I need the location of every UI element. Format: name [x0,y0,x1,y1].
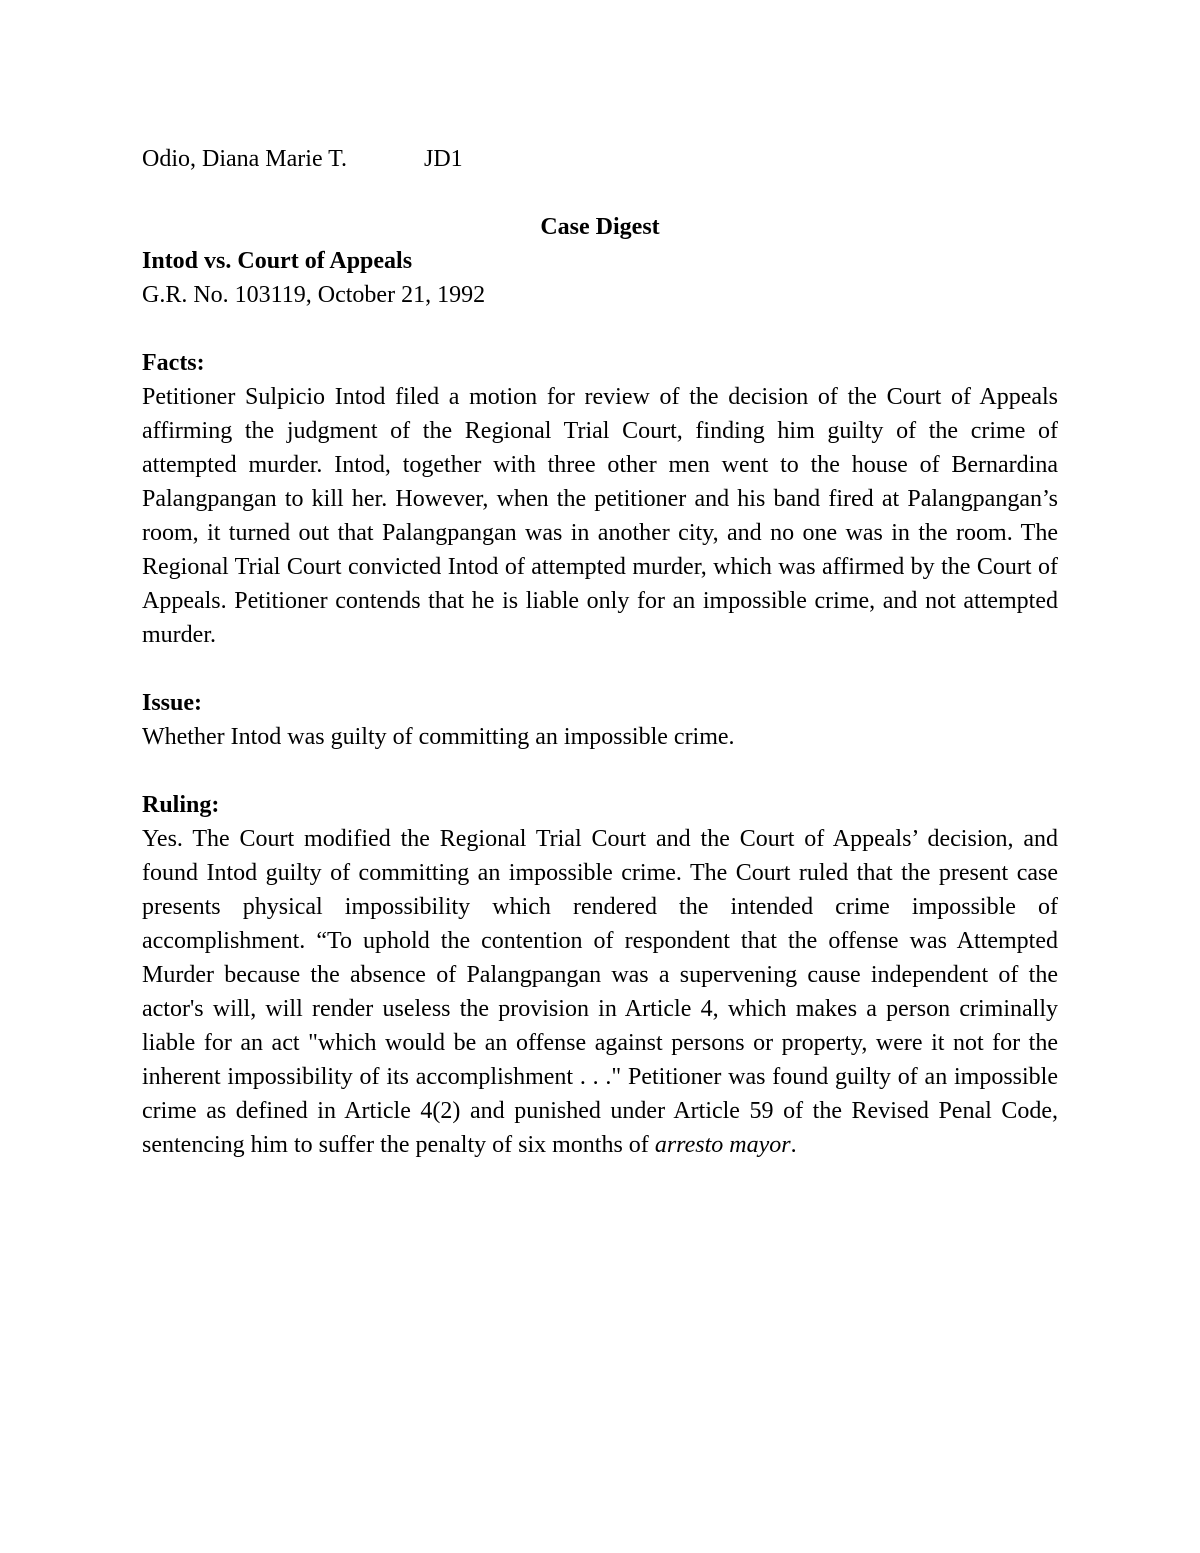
ruling-heading: Ruling: [142,792,220,818]
issue-heading: Issue: [142,690,203,716]
ruling-italic-term: arresto mayor [654,1132,791,1158]
ruling-ending: . [790,1132,797,1158]
ruling-text: Yes. The Court modified the Regional Trial Court and the Court of Appeals’ decision, and found Intod guilty of committing an impossible crime. The Court ruled that the present case presents physical impossibility which rendered the intended crime impossible of accomplishment. “To uphold the contention of respondent that the offense was Attempted Murder because the absence of Palangpangan was a supervening cause independent of the actor's will, will render useless the provision in Article 4, which makes a person criminally liable for an act "which would be an offense against persons or property, were it not for the inherent impossibility of its accomplishment . . ." Petitioner was found guilty of an impossible crime as defined in Article 4(2) and punished under Article 59 of the Revised Penal Code, sentencing him to suffer the penalty of six months of [142,826,1058,1158]
author-name: Odio, Diana Marie T. [142,146,348,172]
year-level: JD1 [424,146,463,172]
spacer [142,652,1058,686]
facts-heading: Facts: [142,350,205,376]
ruling-body [142,822,1058,1162]
case-name: Intod vs. Court of Appeals [142,248,413,274]
spacer [142,312,1058,346]
gr-number: G.R. No. 103119, October 21, 1992 [142,282,486,308]
issue-body: Whether Intod was guilty of committing an impossible crime. [142,724,735,750]
spacer [142,176,1058,210]
author-line [142,142,1058,176]
facts-body: Petitioner Sulpicio Intod filed a motion for review of the decision of the Court of Appeals affirming the judgment of the Regional Trial Court, finding him guilty of the crime of attempted murder. Intod, together with three other men went to the house of Bernardina Palangpangan to kill her. However, when the petitioner and his band fired at Palangpangan’s room, it turned out that Palangpangan was in another city, and no one was in the room. The Regional Trial Court convicted Intod of attempted murder, which was affirmed by the Court of Appeals. Petitioner contends that he is liable only for an impossible crime, and not attempted murder. [142,384,1058,648]
document-title: Case Digest [540,214,660,240]
document-content [142,142,1058,1162]
spacer [142,754,1058,788]
